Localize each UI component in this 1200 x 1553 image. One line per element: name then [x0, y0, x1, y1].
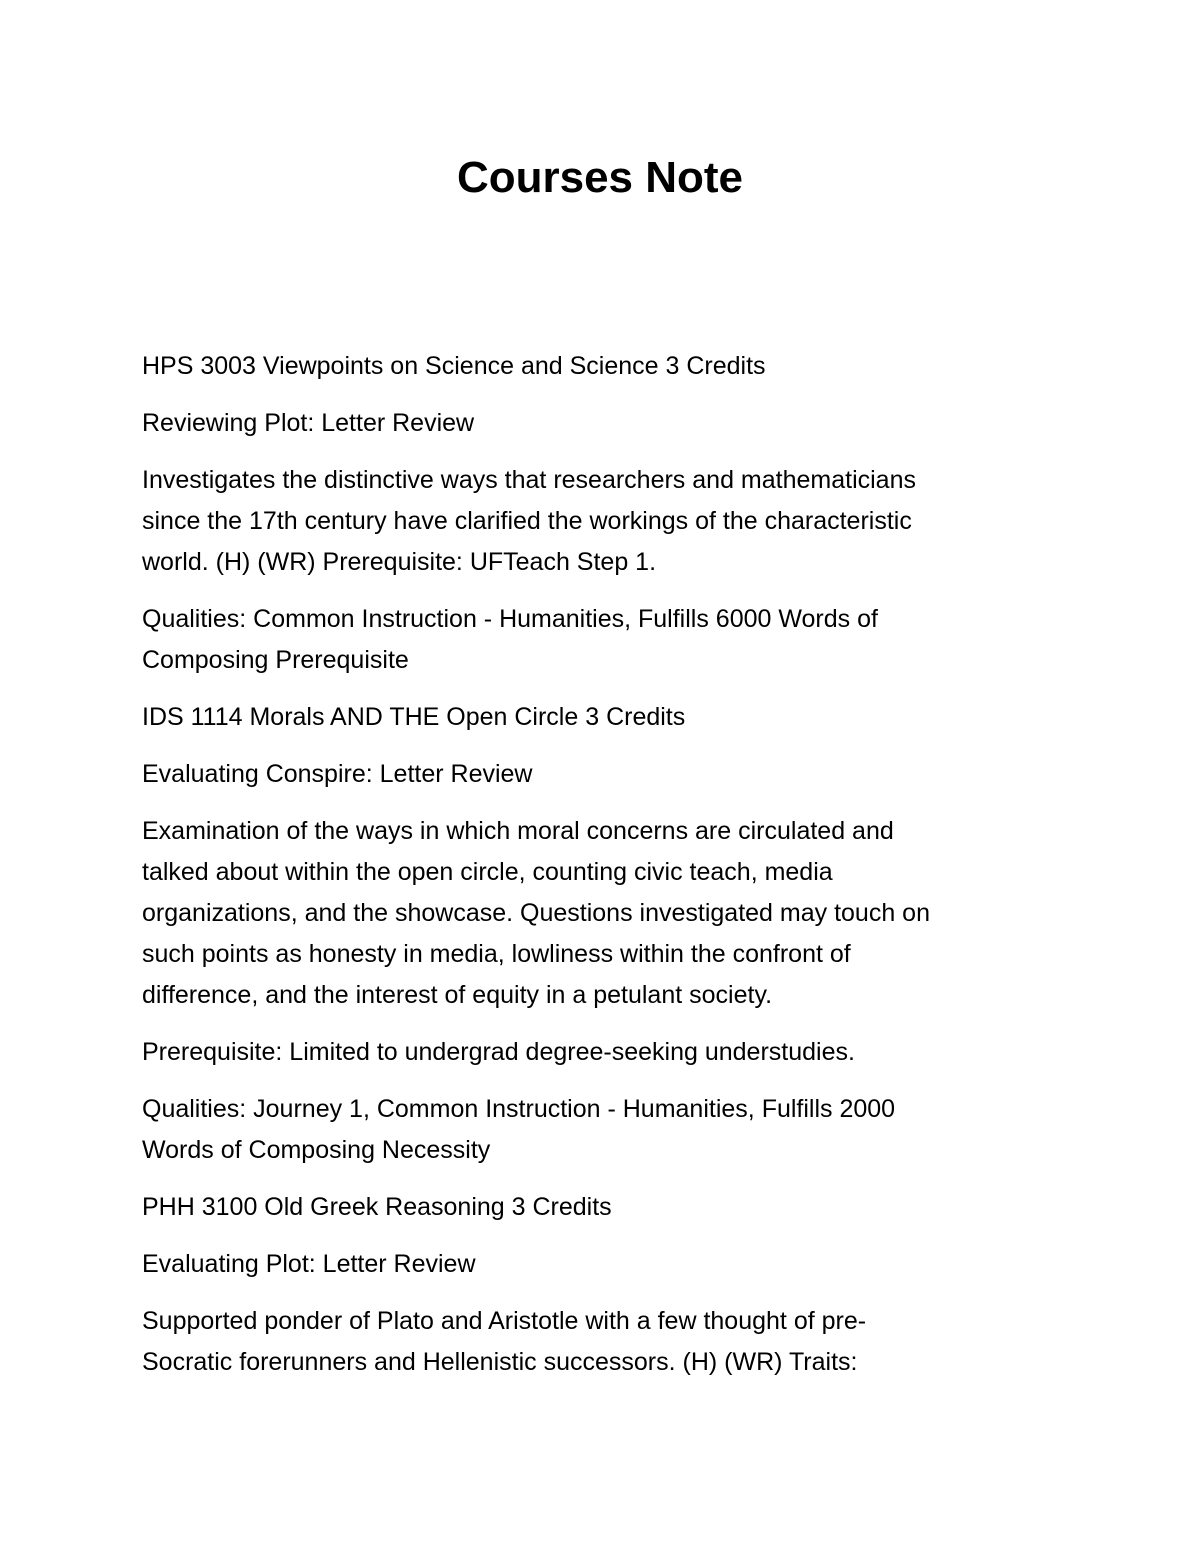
text-line: IDS 1114 Morals AND THE Open Circle 3 Credits [142, 703, 686, 731]
text-line: PHH 3100 Old Greek Reasoning 3 Credits [142, 1193, 612, 1221]
text-line: since the 17th century have clarified the workings of the characteristic [142, 507, 912, 535]
text-line: Evaluating Conspire: Letter Review [142, 760, 533, 788]
text-line: Socratic forerunners and Hellenistic successors. (H) (WR) Traits: [142, 1348, 858, 1376]
text-line: Examination of the ways in which moral concerns are circulated and [142, 817, 894, 845]
text-line: Supported ponder of Plato and Aristotle with a few thought of pre- [142, 1307, 867, 1335]
paragraph-ids-1114-description [142, 811, 1072, 1016]
text-line: Qualities: Common Instruction - Humanities, Fulfills 6000 Words of [142, 605, 878, 633]
paragraph-hps-3003-grading [142, 403, 1072, 444]
text-line: Reviewing Plot: Letter Review [142, 409, 475, 437]
paragraph-ids-1114-grading [142, 754, 1072, 795]
paragraph-ids-1114-qualities [142, 1089, 1072, 1171]
paragraph-ids-1114-heading [142, 697, 1072, 738]
paragraph-hps-3003-description [142, 460, 1072, 583]
text-line: Prerequisite: Limited to undergrad degree-seeking understudies. [142, 1038, 855, 1066]
text-line: world. (H) (WR) Prerequisite: UFTeach Step 1. [142, 548, 657, 576]
text-line: Evaluating Plot: Letter Review [142, 1250, 476, 1278]
text-line: Investigates the distinctive ways that researchers and mathematicians [142, 466, 916, 494]
text-line: talked about within the open circle, counting civic teach, media [142, 858, 833, 886]
paragraph-hps-3003-qualities [142, 599, 1072, 681]
paragraph-ids-1114-prerequisite [142, 1032, 1072, 1073]
text-line: Composing Prerequisite [142, 646, 409, 674]
text-line: HPS 3003 Viewpoints on Science and Science 3 Credits [142, 352, 766, 380]
paragraph-phh-3100-heading [142, 1187, 1072, 1228]
paragraph-phh-3100-description [142, 1301, 1072, 1383]
paragraph-hps-3003-heading [142, 346, 1072, 387]
text-line: difference, and the interest of equity in a petulant society. [142, 981, 773, 1009]
page-title: Courses Note [456, 153, 744, 202]
document-body [142, 346, 1072, 1399]
text-line: Words of Composing Necessity [142, 1136, 491, 1164]
text-line: Qualities: Journey 1, Common Instruction - Humanities, Fulfills 2000 [142, 1095, 896, 1123]
text-line: organizations, and the showcase. Questions investigated may touch on [142, 899, 930, 927]
paragraph-phh-3100-grading [142, 1244, 1072, 1285]
text-line: such points as honesty in media, lowliness within the confront of [142, 940, 851, 968]
